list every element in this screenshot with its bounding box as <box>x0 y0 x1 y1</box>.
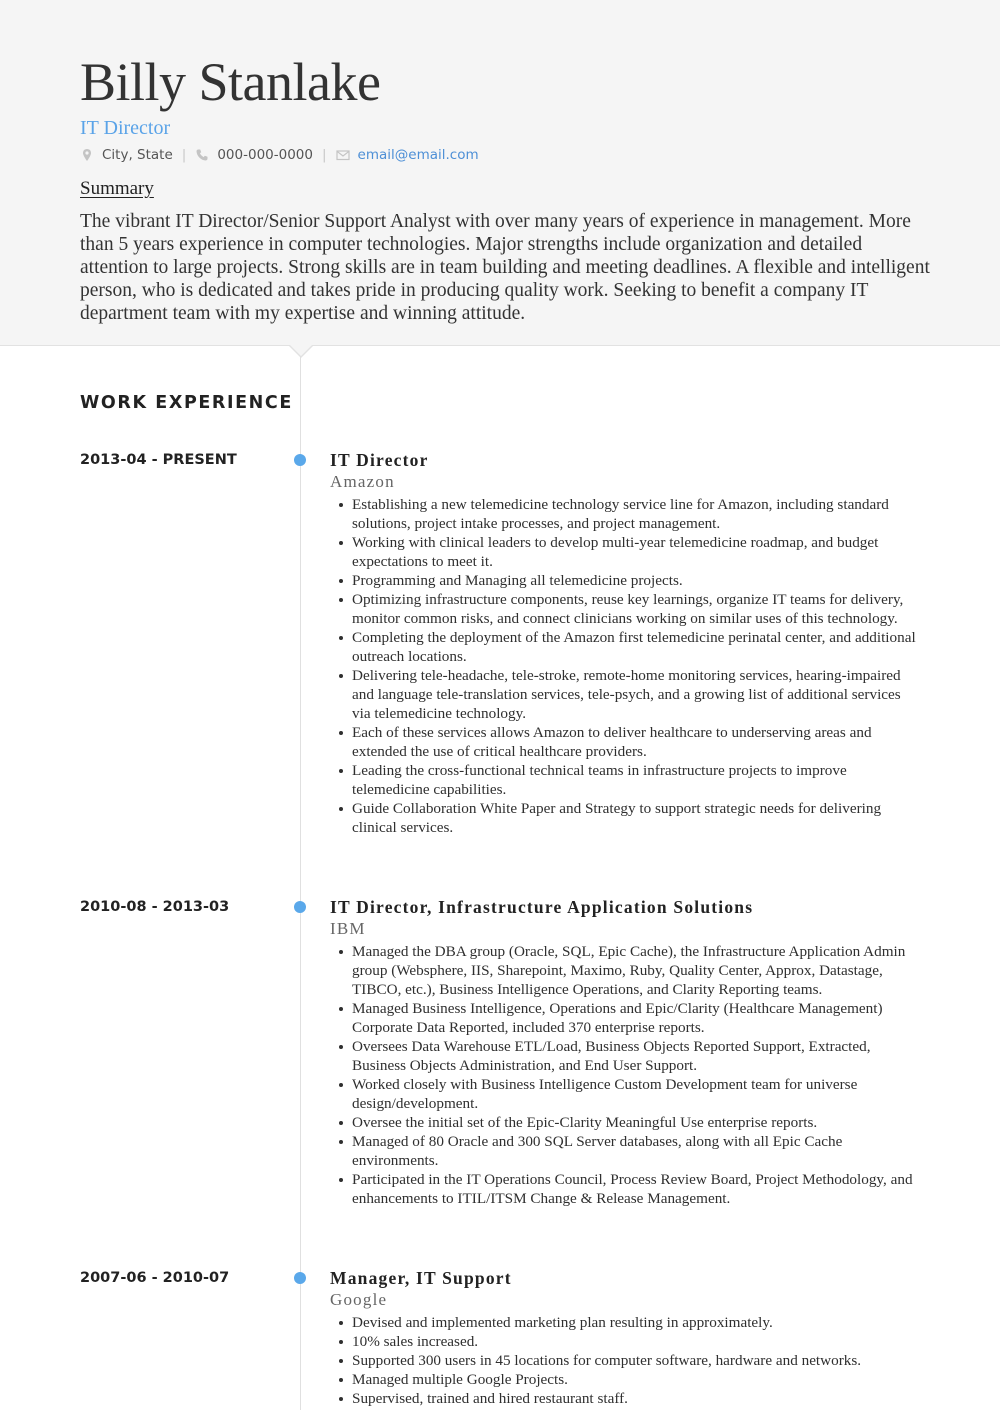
timeline-line <box>300 356 301 1410</box>
timeline-dot <box>294 1272 306 1284</box>
location-text: City, State <box>102 147 173 163</box>
list-item: Completing the deployment of the Amazon first telemedicine perinatal center, and additional outreach locations. <box>352 629 916 665</box>
list-item: Managed multiple Google Projects. <box>352 1370 917 1389</box>
job-company: IBM <box>330 919 366 938</box>
summary-heading: Summary <box>80 178 154 199</box>
list-item: Worked closely with Business Intelligence Custom Development team for universe design/development. <box>352 1075 917 1113</box>
timeline-dot <box>294 454 306 466</box>
job-company: Amazon <box>330 472 395 491</box>
job-role: IT Director <box>330 450 429 470</box>
list-item: Programming and Managing all telemedicine projects. <box>352 571 917 590</box>
contact-divider: | <box>181 147 187 163</box>
list-item: Managed of 80 Oracle and 300 SQL Server databases, along with all Epic Cache environments. <box>352 1132 917 1170</box>
list-item: Managed Business Intelligence, Operations and Epic/Clarity (Healthcare Management) Corporate Data Reported, included 370 enterprise reports. <box>352 999 917 1037</box>
job-company: Google <box>330 1290 388 1309</box>
mail-icon <box>336 148 350 162</box>
job-bullets <box>352 495 917 837</box>
list-item: 10% sales increased. <box>352 1332 917 1351</box>
header-notch <box>290 345 312 356</box>
list-item: Delivering tele-headache, tele-stroke, remote-home monitoring services, hearing-impaired and language tele-translation services, tele-psych, and a growing list of additional services via telemedicine technology. <box>352 666 917 723</box>
list-item: Supervised, trained and hired restaurant staff. <box>352 1389 917 1408</box>
list-item: Establishing a new telemedicine technology service line for Amazon, including standard solutions, project intake processes, and project management. <box>352 495 917 533</box>
list-item: Working with clinical leaders to develop multi-year telemedicine roadmap, and budget expectations to meet it. <box>352 533 917 571</box>
list-item: Supported 300 users in 45 locations for computer software, hardware and networks. <box>352 1351 917 1370</box>
job-dates: 2010-08 - 2013-03 <box>80 899 230 915</box>
list-item: Participated in the IT Operations Council, Process Review Board, Project Methodology, and enhancements to ITIL/ITSM Change & Release Management. <box>352 1170 917 1208</box>
job-role: Manager, IT Support <box>330 1268 512 1288</box>
list-item: Each of these services allows Amazon to deliver healthcare to underserving areas and extended the use of critical healthcare providers. <box>352 723 917 761</box>
list-item: Leading the cross-functional technical teams in infrastructure projects to improve telemedicine capabilities. <box>352 761 917 799</box>
list-item: Guide Collaboration White Paper and Strategy to support strategic needs for delivering clinical services. <box>352 799 917 837</box>
location-pin-icon <box>80 148 94 162</box>
job-role: IT Director, Infrastructure Application Solutions <box>330 897 754 917</box>
contact-divider: | <box>321 147 327 163</box>
list-item: Optimizing infrastructure components, reuse key learnings, organize IT teams for delivery, monitor common risks, and connect clinicians working on similar uses of this technology. <box>352 590 917 628</box>
list-item: Oversee the initial set of the Epic-Clarity Meaningful Use enterprise reports. <box>352 1113 917 1132</box>
work-experience-heading: WORK EXPERIENCE <box>80 393 293 413</box>
candidate-title: IT Director <box>80 117 171 139</box>
candidate-name: Billy Stanlake <box>80 52 381 112</box>
timeline-dot <box>294 901 306 913</box>
phone-text: 000-000-0000 <box>217 147 313 163</box>
job-bullets <box>352 1313 917 1408</box>
phone-icon <box>195 148 209 162</box>
job-dates: 2007-06 - 2010-07 <box>80 1270 230 1286</box>
list-item: Devised and implemented marketing plan resulting in approximately. <box>352 1313 917 1332</box>
list-item: Oversees Data Warehouse ETL/Load, Business Objects Reported Support, Extracted, Business Objects Administration, and End User Support. <box>352 1037 917 1075</box>
summary-text: The vibrant IT Director/Senior Support Analyst with over many years of experience in management. More than 5 years experience in computer technologies. Major strengths include organization and detailed attention to large projects. Strong skills are in team building and meeting deadlines. A flexible and intelligent person, who is dedicated and takes pride in producing quality work. Seeking to benefit a company IT department team with my expertise and winning attitude. <box>80 211 930 324</box>
list-item: Managed the DBA group (Oracle, SQL, Epic Cache), the Infrastructure Application Admin group (Websphere, IIS, Sharepoint, Maximo, Ruby, Quality Center, Approx, Datastage, TIBCO, etc.), Business Intelligence Operations, and Clarity Reporting teams. <box>352 942 917 999</box>
email-link[interactable]: email@email.com <box>357 147 479 163</box>
job-bullets <box>352 942 917 1208</box>
contact-info <box>80 145 479 165</box>
resume-header <box>0 0 1000 346</box>
job-dates: 2013-04 - PRESENT <box>80 452 237 468</box>
